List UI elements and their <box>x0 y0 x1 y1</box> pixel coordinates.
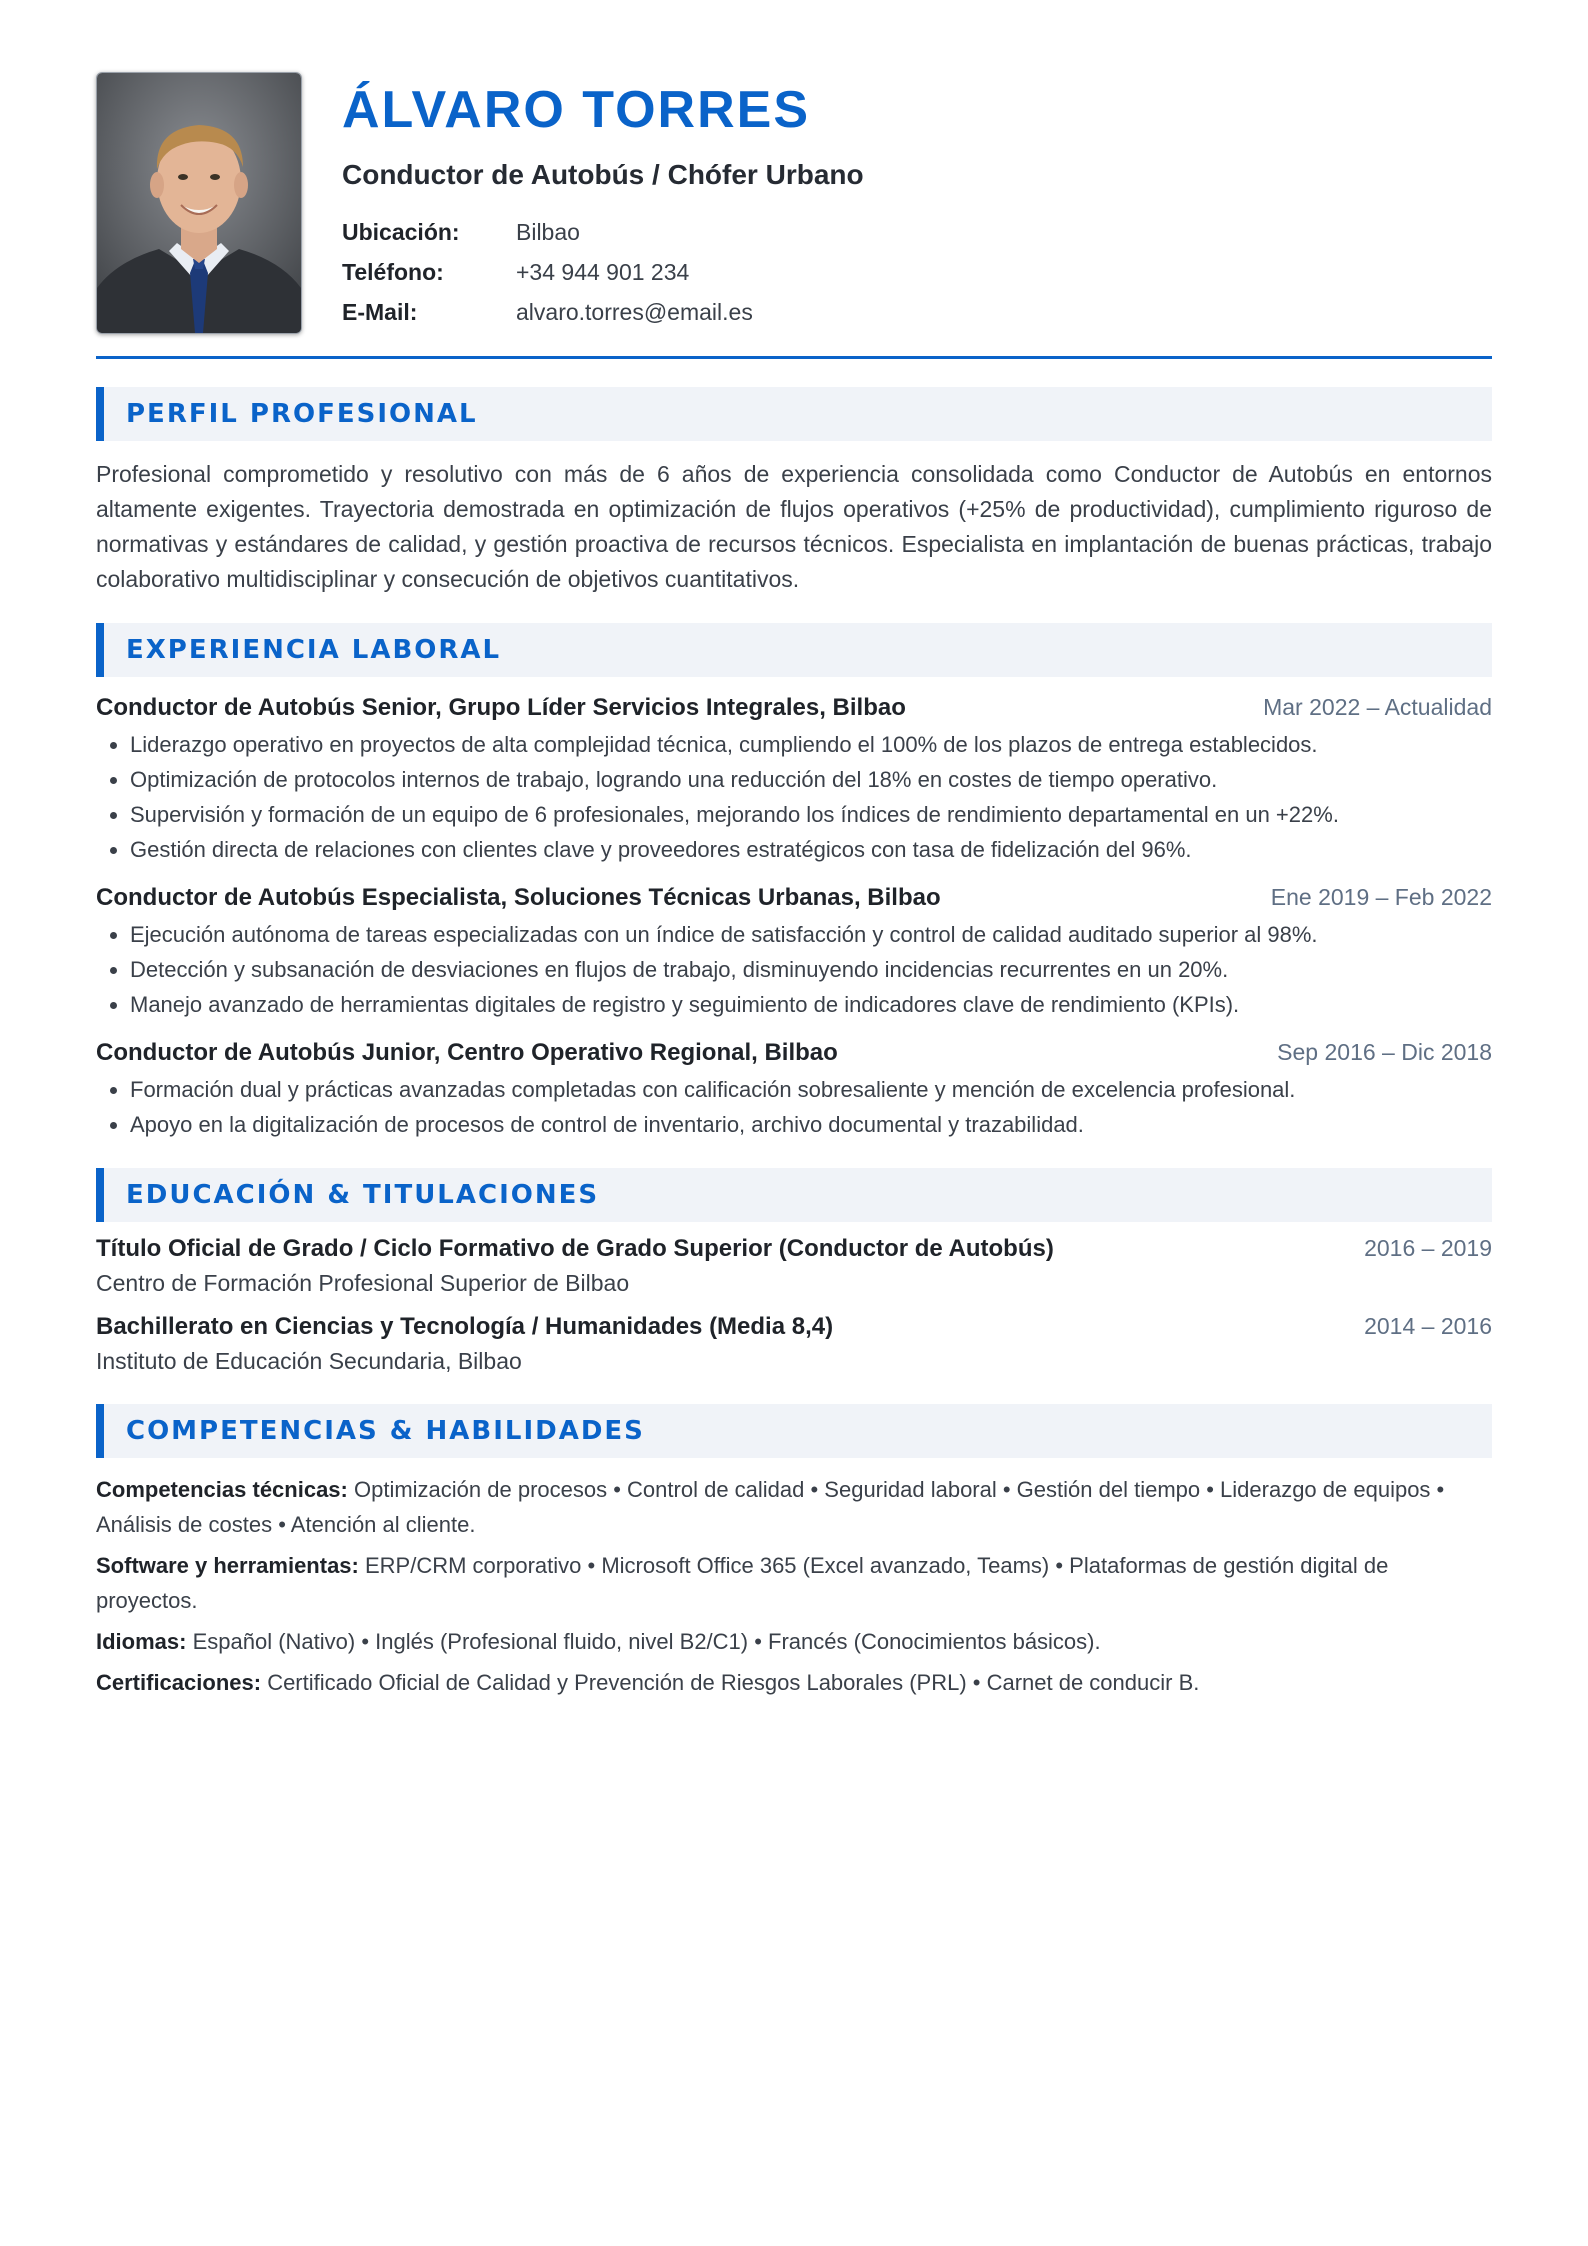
skill-label: Software y herramientas: <box>96 1553 359 1578</box>
contact-label: E-Mail: <box>342 299 418 325</box>
section-title: EXPERIENCIA LABORAL <box>126 635 502 665</box>
candidate-name: ÁLVARO TORRES <box>342 81 811 139</box>
education-school: Centro de Formación Profesional Superior de Bilbao <box>96 1270 630 1296</box>
contact-details <box>342 212 864 332</box>
section-title: EDUCACIÓN & TITULACIONES <box>126 1180 600 1210</box>
section-header-experience <box>96 623 1492 677</box>
skill-value: Español (Nativo) • Inglés (Profesional fluido, nivel B2/C1) • Francés (Conocimientos básicos). <box>192 1629 1101 1654</box>
skill-label: Certificaciones: <box>96 1670 262 1695</box>
skill-line <box>96 1472 1492 1542</box>
skill-line <box>96 1548 1492 1618</box>
job-bullets <box>96 1072 1492 1142</box>
contact-value-email: alvaro.torres@email.es <box>516 299 753 325</box>
job-bullet: • Optimización de protocolos internos de trabajo, logrando una reducción del 18% en costes de tiempo operativo. <box>130 762 1492 797</box>
job-entry <box>96 1036 1492 1142</box>
job-bullet: • Liderazgo operativo en proyectos de alta complejidad técnica, cumpliendo el 100% de los plazos de entrega establecidos. <box>130 727 1492 762</box>
section-header-education <box>96 1168 1492 1222</box>
job-bullet: • Gestión directa de relaciones con clientes clave y proveedores estratégicos con tasa de fidelización del 96%. <box>130 832 1492 867</box>
header-info <box>342 72 864 332</box>
job-bullet: • Ejecución autónoma de tareas especializadas con un índice de satisfacción y control de calidad auditado superior al 98%. <box>130 917 1492 952</box>
section-header-profile <box>96 387 1492 441</box>
skill-value: Optimización de procesos • Control de calidad • Seguridad laboral • Gestión del tiempo • Liderazgo de equipos • Análisis de costes • Atención al cliente. <box>96 1477 1445 1537</box>
profile-photo <box>96 72 302 334</box>
skill-label: Idiomas: <box>96 1629 187 1654</box>
section-title: COMPETENCIAS & HABILIDADES <box>126 1416 645 1446</box>
education-title: Bachillerato en Ciencias y Tecnología / Humanidades (Media 8,4) <box>96 1313 834 1340</box>
job-date: Sep 2016 – Dic 2018 <box>1277 1039 1492 1065</box>
job-bullet: • Formación dual y prácticas avanzadas completadas con calificación sobresaliente y mención de excelencia profesional. <box>130 1072 1492 1107</box>
contact-value-location: Bilbao <box>516 219 580 245</box>
header-divider <box>96 356 1492 359</box>
job-entry <box>96 691 1492 867</box>
education-entry <box>96 1310 1492 1378</box>
skill-value: Certificado Oficial de Calidad y Prevención de Riesgos Laborales (PRL) • Carnet de conducir B. <box>267 1670 1200 1695</box>
contact-value-phone: +34 944 901 234 <box>516 259 690 285</box>
skill-line <box>96 1624 1492 1659</box>
skill-label: Competencias técnicas: <box>96 1477 348 1502</box>
job-bullet: • Manejo avanzado de herramientas digitales de registro y seguimiento de indicadores clave de rendimiento (KPIs). <box>130 987 1492 1022</box>
education-entry <box>96 1232 1492 1300</box>
job-entry <box>96 881 1492 1022</box>
job-date: Mar 2022 – Actualidad <box>1263 694 1492 720</box>
candidate-role: Conductor de Autobús / Chófer Urbano <box>342 159 864 190</box>
section-header-skills <box>96 1404 1492 1458</box>
education-title: Título Oficial de Grado / Ciclo Formativo de Grado Superior (Conductor de Autobús) <box>96 1235 1054 1262</box>
job-bullet: • Apoyo en la digitalización de procesos de control de inventario, archivo documental y trazabilidad. <box>130 1107 1492 1142</box>
contact-row-location <box>342 212 864 252</box>
job-date: Ene 2019 – Feb 2022 <box>1270 884 1492 910</box>
section-title: PERFIL PROFESIONAL <box>126 399 478 429</box>
profile-summary: Profesional comprometido y resolutivo con más de 6 años de experiencia consolidada como Conductor de Autobús en entornos altamente exigentes. Trayectoria demostrada en optimización de flujos operativos (+25% de productividad), cumplimiento riguroso de normativas y estándares de calidad, y gestión proactiva de recursos técnicos. Especialista en implantación de buenas prácticas, trabajo colaborativo multidisciplinar y consecución de objetivos cuantitativos. <box>96 461 1492 592</box>
job-bullets <box>96 727 1492 867</box>
contact-label: Ubicación: <box>342 219 460 245</box>
job-bullets <box>96 917 1492 1022</box>
job-bullet: • Supervisión y formación de un equipo de 6 profesionales, mejorando los índices de rendimiento departamental en un +22%. <box>130 797 1492 832</box>
education-date: 2016 – 2019 <box>1364 1235 1492 1261</box>
job-title: Conductor de Autobús Junior, Centro Operativo Regional, Bilbao <box>96 1039 838 1066</box>
education-date: 2014 – 2016 <box>1364 1313 1492 1339</box>
job-title: Conductor de Autobús Especialista, Soluciones Técnicas Urbanas, Bilbao <box>96 884 941 911</box>
skill-line <box>96 1665 1492 1700</box>
contact-row-phone <box>342 252 864 292</box>
resume-header <box>96 72 1492 334</box>
job-bullet: • Detección y subsanación de desviaciones en flujos de trabajo, disminuyendo incidencias recurrentes en un 20%. <box>130 952 1492 987</box>
contact-label: Teléfono: <box>342 259 444 285</box>
contact-row-email <box>342 292 864 332</box>
education-school: Instituto de Educación Secundaria, Bilbao <box>96 1348 522 1374</box>
skill-value: ERP/CRM corporativo • Microsoft Office 365 (Excel avanzado, Teams) • Plataformas de gestión digital de proyectos. <box>96 1553 1389 1613</box>
job-title: Conductor de Autobús Senior, Grupo Líder Servicios Integrales, Bilbao <box>96 694 906 721</box>
